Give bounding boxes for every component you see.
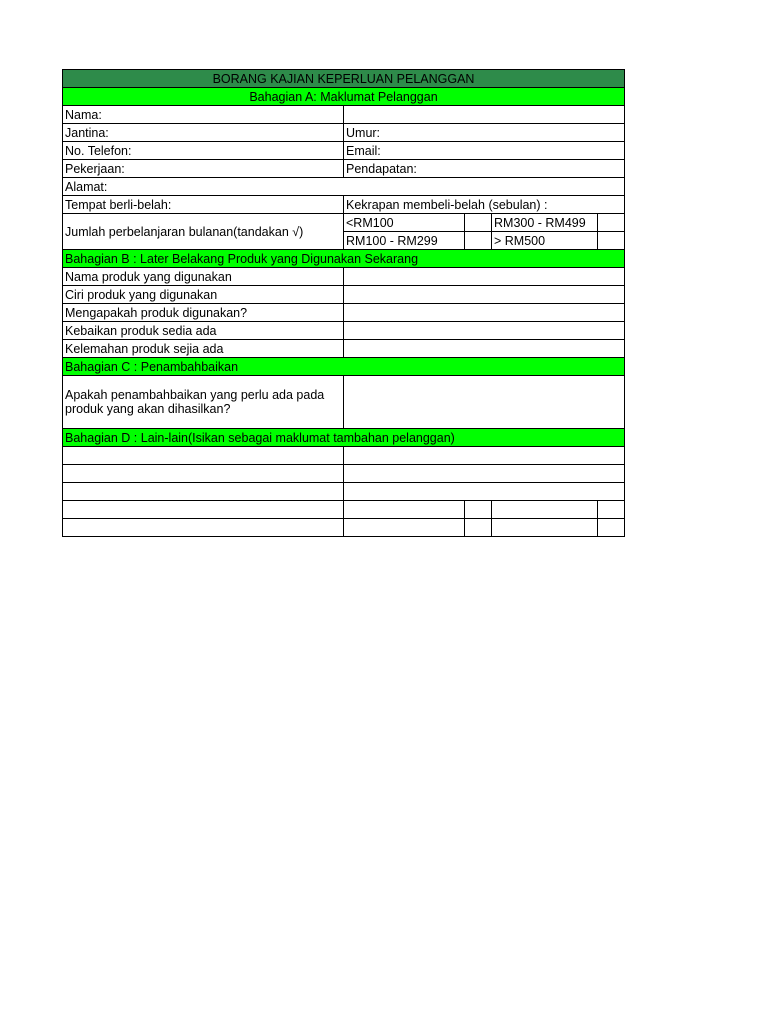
extra-info-cell[interactable] [344,483,625,501]
job-income-row [63,160,625,178]
extra-info-cell[interactable] [63,501,344,519]
product-weaknesses-label: Kelemahan produk sejia ada [63,340,344,358]
section-b-row [63,340,625,358]
section-a-heading-row [63,88,625,106]
extra-info-cell[interactable] [465,501,492,519]
spending-option-100-299: RM100 - RM299 [344,232,465,250]
extra-info-cell[interactable] [63,483,344,501]
section-b-row [63,304,625,322]
improvement-answer[interactable] [344,376,625,429]
product-features-label: Ciri produk yang digunakan [63,286,344,304]
extra-info-cell[interactable] [344,519,465,537]
extra-info-cell[interactable] [344,465,625,483]
phone-field[interactable]: No. Telefon: [63,142,344,160]
extra-info-cell[interactable] [492,519,598,537]
extra-info-cell[interactable] [63,447,344,465]
section-d-row [63,465,625,483]
shop-frequency-field[interactable]: Kekrapan membeli-belah (sebulan) : [344,196,625,214]
name-row [63,106,625,124]
spending-checkbox-above-500[interactable] [598,232,625,250]
spending-option-below-100: <RM100 [344,214,465,232]
section-c-heading-row [63,358,625,376]
phone-email-row [63,142,625,160]
improvement-question: Apakah penambahbaikan yang perlu ada pada produk yang akan dihasilkan? [63,376,344,429]
gender-age-row [63,124,625,142]
spending-option-above-500: > RM500 [492,232,598,250]
section-b-heading: Bahagian B : Later Belakang Produk yang Digunakan Sekarang [63,250,625,268]
product-reason-label: Mengapakah produk digunakan? [63,304,344,322]
section-d-row [63,501,625,519]
age-field[interactable]: Umur: [344,124,625,142]
section-d-row [63,447,625,465]
name-label: Nama: [63,106,344,124]
address-field[interactable]: Alamat: [63,178,625,196]
spending-checkbox-100-299[interactable] [465,232,492,250]
product-name-answer[interactable] [344,268,625,286]
extra-info-cell[interactable] [344,447,625,465]
extra-info-cell[interactable] [63,465,344,483]
extra-info-cell[interactable] [344,501,465,519]
section-a-heading: Bahagian A: Maklumat Pelanggan [63,88,625,106]
product-strengths-label: Kebaikan produk sedia ada [63,322,344,340]
gender-field[interactable]: Jantina: [63,124,344,142]
spending-row-1 [63,214,625,232]
section-b-row [63,268,625,286]
shop-place-field[interactable]: Tempat berli-belah: [63,196,344,214]
spending-label: Jumlah perbelanjaran bulanan(tandakan √) [63,214,344,250]
section-c-heading: Bahagian C : Penambahbaikan [63,358,625,376]
extra-info-cell[interactable] [63,519,344,537]
extra-info-cell[interactable] [492,501,598,519]
section-b-heading-row [63,250,625,268]
product-features-answer[interactable] [344,286,625,304]
product-name-label: Nama produk yang digunakan [63,268,344,286]
spending-checkbox-300-499[interactable] [598,214,625,232]
spending-option-300-499: RM300 - RM499 [492,214,598,232]
section-c-row [63,376,625,429]
customer-needs-survey-form [62,69,625,537]
product-strengths-answer[interactable] [344,322,625,340]
income-field[interactable]: Pendapatan: [344,160,625,178]
section-d-row [63,483,625,501]
address-row [63,178,625,196]
form-title-row [63,70,625,88]
section-d-heading-row [63,429,625,447]
section-b-row [63,286,625,304]
section-b-row [63,322,625,340]
section-d-heading: Bahagian D : Lain-lain(Isikan sebagai maklumat tambahan pelanggan) [63,429,625,447]
name-input-cell[interactable] [344,106,625,124]
product-weaknesses-answer[interactable] [344,340,625,358]
shopping-row [63,196,625,214]
extra-info-cell[interactable] [598,501,625,519]
email-field[interactable]: Email: [344,142,625,160]
job-field[interactable]: Pekerjaan: [63,160,344,178]
spending-checkbox-below-100[interactable] [465,214,492,232]
extra-info-cell[interactable] [465,519,492,537]
form-title: BORANG KAJIAN KEPERLUAN PELANGGAN [63,70,625,88]
extra-info-cell[interactable] [598,519,625,537]
section-d-row [63,519,625,537]
product-reason-answer[interactable] [344,304,625,322]
